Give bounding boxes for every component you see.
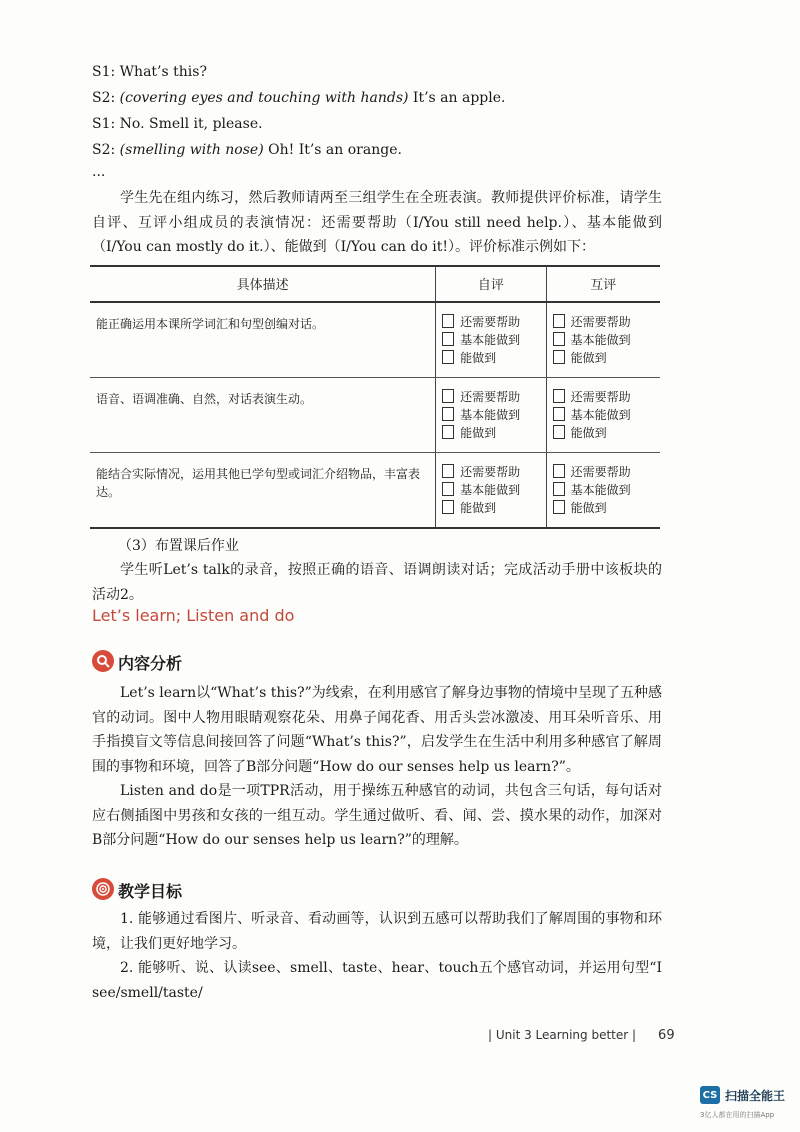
analysis-paragraph: Let’s learn以“What’s this?”为线索，在利用感官了解身边事物的情境中呈现了五种感官的动词。图中人物用眼睛观察花朵、用鼻子闻花香、用舌头尝冰激凌、用耳朵听音乐、用手指摸盲文等信息间接回答了问题“What’s this?”，启发学生在生活中利用多种感官了解周围的事物和环境，回答了B部分问题“How do our senses help us learn?”。 — [92, 685, 662, 775]
page-footer — [488, 1028, 675, 1043]
checkbox-option[interactable]: 基本能做到 — [553, 480, 660, 498]
checkbox-option[interactable]: 能做到 — [553, 498, 660, 516]
checkbox-option[interactable]: 基本能做到 — [553, 405, 660, 423]
checkbox-option[interactable]: 基本能做到 — [442, 330, 545, 348]
goal-item: 2. 能够听、说、认读see、smell、taste、hear、touch五个感官动词，并运用句型“I see/smell/taste/ — [92, 960, 662, 1001]
checkbox-icon[interactable] — [553, 332, 565, 346]
checkbox-icon[interactable] — [442, 425, 454, 439]
target-icon — [92, 878, 114, 900]
goal-item: 1. 能够通过看图片、听录音、看动画等，认识到五感可以帮助我们了解周围的事物和环境，让我们更好地学习。 — [92, 911, 662, 952]
checkbox-option[interactable]: 还需要帮助 — [442, 462, 545, 480]
dialogue-line: S2: (smelling with nose) Oh! It’s an orange. — [92, 142, 402, 158]
peer-eval-options — [547, 303, 660, 366]
watermark-tagline: 3亿人都在用的扫描App — [700, 1111, 775, 1119]
footer-unit: | Unit 3 Learning better | — [488, 1028, 637, 1042]
scanner-watermark — [700, 1086, 785, 1104]
header-description: 具体描述 — [90, 266, 436, 302]
analysis-paragraph: Listen and do是一项TPR活动，用于操练五种感官的动词，共包含三句话，每句话对应右侧插图中男孩和女孩的一组互动。学生通过做听、看、闻、尝、摸水果的动作，加深对B部分问题“How do our senses help us learn?”的理解。 — [92, 783, 662, 848]
criterion-text: 能正确运用本课所学词汇和句型创编对话。 — [96, 317, 325, 331]
criterion-text: 能结合实际情况，运用其他已学句型或词汇介绍物品，丰富表达。 — [96, 467, 421, 499]
self-eval-options — [436, 378, 545, 441]
checkbox-option[interactable]: 能做到 — [553, 423, 660, 441]
watermark-name: 扫描全能王 — [725, 1088, 786, 1103]
checkbox-icon[interactable] — [442, 314, 454, 328]
checkbox-icon[interactable] — [442, 332, 454, 346]
table-header-row — [90, 266, 660, 302]
self-eval-options — [436, 303, 545, 366]
page-number: 69 — [658, 1028, 675, 1043]
checkbox-icon[interactable] — [553, 482, 565, 496]
checkbox-option[interactable]: 基本能做到 — [442, 480, 545, 498]
magnifier-icon — [92, 650, 114, 672]
table-row — [90, 378, 660, 453]
peer-eval-options — [547, 378, 660, 441]
dialogue-line: S2: (covering eyes and touching with hands) It’s an apple. — [92, 90, 506, 106]
intro-paragraph: 学生先在组内练习，然后教师请两至三组学生在全班表演。教师提供评价标准，请学生自评、互评小组成员的表演情况：还需要帮助（I/You still need help.）、基本能做到（I/You can mostly do it.）、能做到（I/You can do it!）。评价标准示例如下： — [92, 190, 662, 255]
homework-text: 学生听Let’s talk的录音，按照正确的语音、语调朗读对话；完成活动手册中该板块的活动2。 — [92, 562, 662, 603]
checkbox-option[interactable]: 能做到 — [553, 348, 660, 366]
checkbox-icon[interactable] — [553, 500, 565, 514]
checkbox-icon[interactable] — [553, 350, 565, 364]
checkbox-icon[interactable] — [553, 464, 565, 478]
checkbox-option[interactable]: 能做到 — [442, 423, 545, 441]
checkbox-option[interactable]: 还需要帮助 — [553, 387, 660, 405]
checkbox-option[interactable]: 还需要帮助 — [553, 462, 660, 480]
homework-heading: （3）布置课后作业 — [118, 538, 239, 554]
teaching-goals-heading: 教学目标 — [118, 882, 183, 901]
section-title: Let’s learn; Listen and do — [92, 606, 295, 625]
dialogue-ellipsis: ... — [92, 164, 106, 180]
self-eval-options — [436, 453, 545, 516]
checkbox-icon[interactable] — [553, 314, 565, 328]
checkbox-icon[interactable] — [442, 500, 454, 514]
checkbox-icon[interactable] — [553, 389, 565, 403]
dialogue-line: S1: No. Smell it, please. — [92, 116, 263, 132]
checkbox-option[interactable]: 还需要帮助 — [442, 387, 545, 405]
table-row — [90, 453, 660, 529]
checkbox-option[interactable]: 基本能做到 — [553, 330, 660, 348]
checkbox-option[interactable]: 基本能做到 — [442, 405, 545, 423]
criterion-text: 语音、语调准确、自然，对话表演生动。 — [96, 392, 313, 406]
checkbox-icon[interactable] — [553, 407, 565, 421]
checkbox-icon[interactable] — [442, 407, 454, 421]
checkbox-option[interactable]: 还需要帮助 — [553, 312, 660, 330]
checkbox-icon[interactable] — [442, 482, 454, 496]
dialogue-line: S1: What’s this? — [92, 64, 207, 80]
header-self-eval: 自评 — [436, 266, 546, 302]
header-peer-eval: 互评 — [546, 266, 660, 302]
checkbox-icon[interactable] — [553, 425, 565, 439]
evaluation-table — [90, 266, 660, 529]
checkbox-option[interactable]: 能做到 — [442, 498, 545, 516]
camscanner-logo: CS — [700, 1086, 720, 1104]
checkbox-option[interactable]: 还需要帮助 — [442, 312, 545, 330]
checkbox-icon[interactable] — [442, 464, 454, 478]
checkbox-icon[interactable] — [442, 389, 454, 403]
content-analysis-heading: 内容分析 — [118, 654, 183, 673]
checkbox-icon[interactable] — [442, 350, 454, 364]
table-row — [90, 302, 660, 378]
checkbox-option[interactable]: 能做到 — [442, 348, 545, 366]
peer-eval-options — [547, 453, 660, 516]
